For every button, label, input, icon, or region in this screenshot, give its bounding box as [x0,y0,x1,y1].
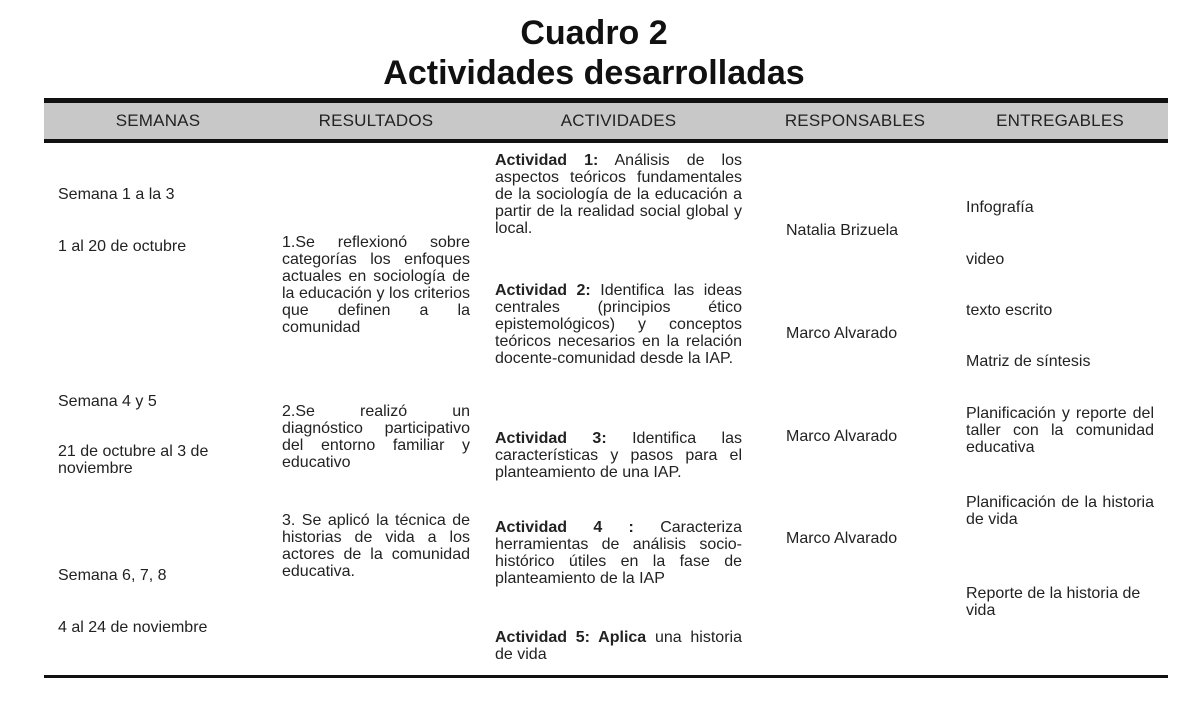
header-resultados: RESULTADOS [318,111,434,130]
actividad-5-text: una historia de vida [495,629,742,663]
responsable-3: Marco Alvarado [786,428,898,445]
semana-dates-2: 21 de octubre al 3 de noviembre [58,443,209,477]
entregable-6: Planificación de la historia de vida [966,494,1154,528]
actividad-3-text: Identifica las características y pasos para el planteamiento de una IAP. [495,430,743,481]
semana-dates-3: 4 al 24 de noviembre [58,619,208,636]
responsable-4: Marco Alvarado [786,530,898,547]
header-semanas: SEMANAS [115,111,201,130]
actividad-1-text: Análisis de los aspectos teóricos fundamentales de la sociología de la educación a partir de la realidad social global y local. [495,152,743,237]
resultado-3: 3. Se aplicó la técnica de historias de vida a los actores de la comunidad educativa. [282,512,470,580]
header-rule [44,139,1168,143]
entregable-2: video [966,251,1005,268]
responsable-2: Marco Alvarado [786,325,898,342]
actividad-1 [495,152,742,237]
entregable-5: Planificación y reporte del taller con la comunidad educativa [966,405,1154,456]
entregable-4: Matriz de síntesis [966,353,1091,370]
header-responsables: RESPONSABLES [784,111,926,130]
actividad-3-label: Actividad 3: [495,430,607,447]
actividad-1-label: Actividad 1: [495,152,599,169]
header-actividades: ACTIVIDADES [560,111,677,130]
actividad-4 [495,519,742,587]
header-entregables: ENTREGABLES [996,111,1124,130]
resultado-2: 2.Se realizó un diagnóstico participativo del entorno familiar y educativo [282,403,470,471]
semana-range-3: Semana 6, 7, 8 [58,567,167,584]
actividad-2-label: Actividad 2: [495,282,591,299]
semana-range-2: Semana 4 y 5 [58,393,157,410]
semana-range-1: Semana 1 a la 3 [58,186,175,203]
actividad-4-text: Caracteriza herramientas de análisis socio-histórico útiles en la fase de planteamiento de la IAP [495,519,742,587]
actividad-5 [495,629,742,663]
actividad-3 [495,430,742,481]
table-title-number: Cuadro 2 [520,14,668,52]
responsable-1: Natalia Brizuela [786,222,899,239]
bottom-rule [44,675,1168,678]
actividad-2 [495,282,742,367]
semana-dates-1: 1 al 20 de octubre [58,238,187,255]
actividad-5-label: Actividad 5: Aplica [495,629,647,646]
entregable-1: Infografía [966,199,1034,216]
resultado-1: 1.Se reflexionó sobre categorías los enfoques actuales en sociología de la educación y los criterios que definen a la comunidad [282,234,470,336]
table-title: Actividades desarrolladas [383,54,805,92]
entregable-3: texto escrito [966,302,1053,319]
entregable-7: Reporte de la historia de vida [966,585,1141,619]
actividad-4-label: Actividad 4 : [495,519,634,536]
actividad-2-text: Identifica las ideas centrales (principios ético epistemológicos) y conceptos teóricos necesarios en la relación docente-comunidad desde la IAP. [495,282,742,367]
